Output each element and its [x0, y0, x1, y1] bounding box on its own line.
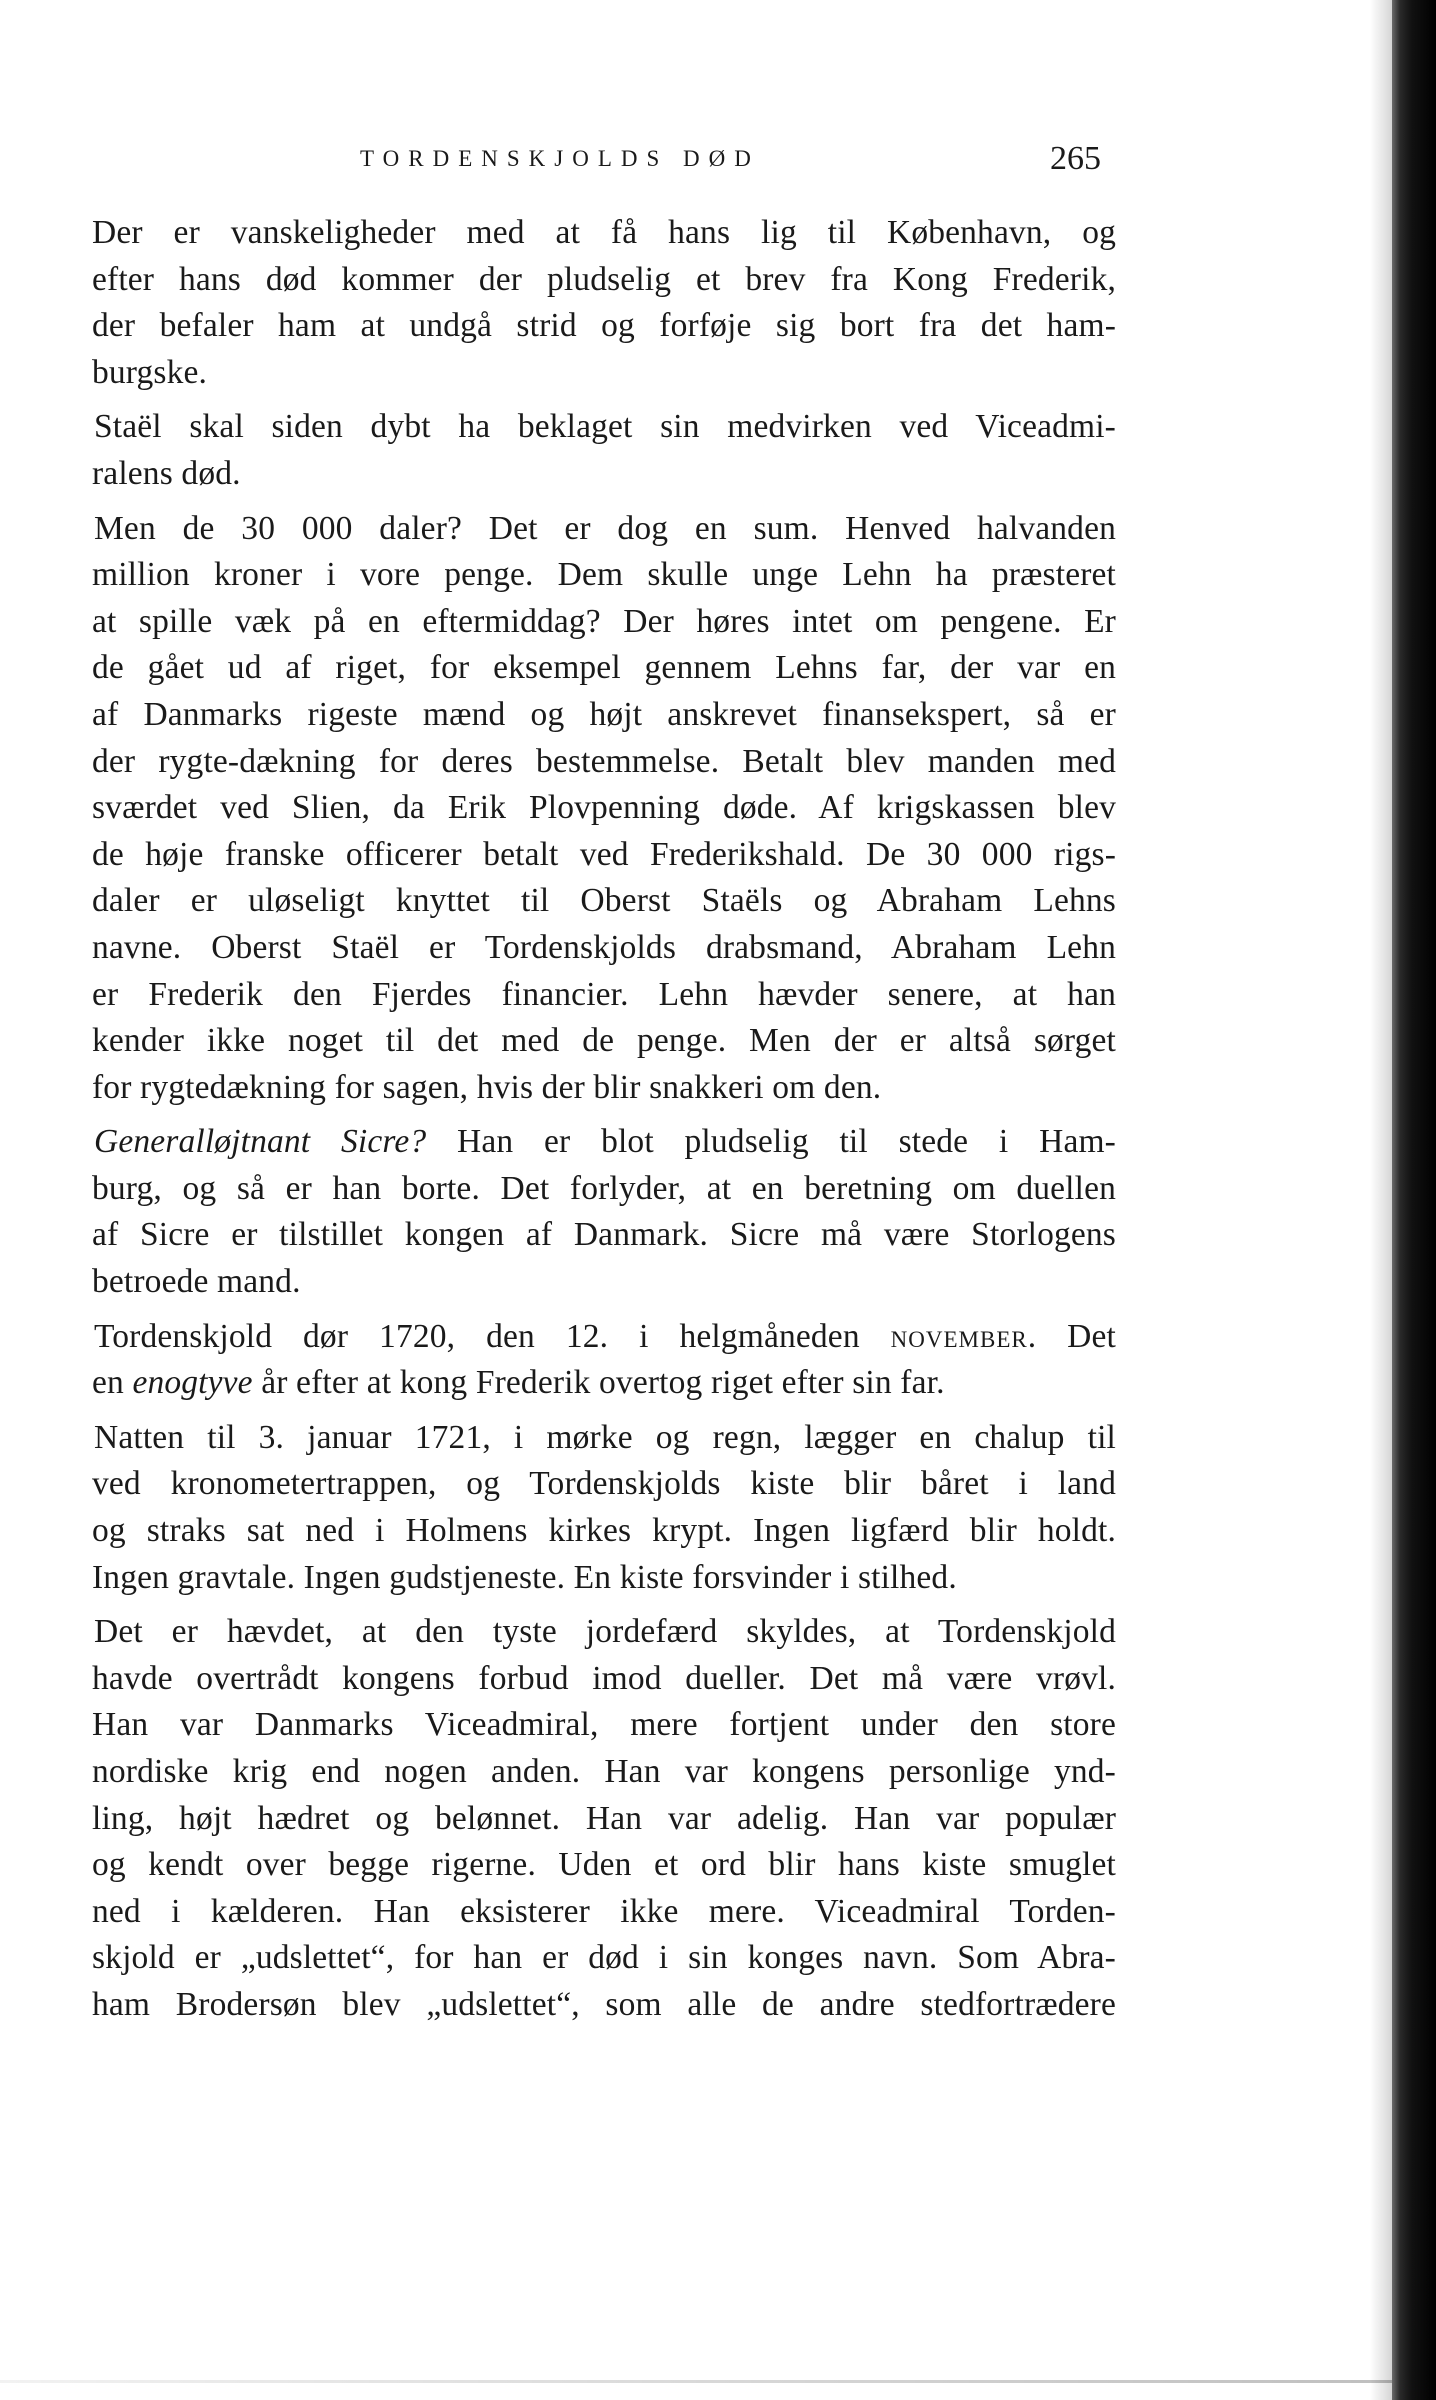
smallcaps-word: november: [890, 1317, 1028, 1355]
text-line: burgske.: [92, 353, 208, 391]
text-line: sværdet ved Slien, da Erik Plovpenning døde. Af krigskassen blev: [92, 789, 1116, 827]
text-line: navne. Oberst Staël er Tordenskjolds drabsmand, Abraham Lehn: [92, 928, 1116, 966]
text-line: ham Brodersøn blev „udslettet“, som alle de andre stedfortrædere: [92, 1985, 1116, 2023]
text-line: daler er uløseligt knyttet til Oberst Staëls og Abraham Lehns: [92, 882, 1116, 920]
book-edge: [1392, 0, 1436, 2400]
text-line: af Danmarks rigeste mænd og højt anskrevet finansekspert, så er: [92, 695, 1116, 733]
text-line: der rygte-dækning for deres bestemmelse. Betalt blev manden med: [92, 742, 1116, 780]
text-line: af Sicre er tilstillet kongen af Danmark. Sicre må være Storlogens: [92, 1216, 1116, 1254]
text-line: skjold er „udslettet“, for han er død i sin konges navn. Som Abra-: [92, 1939, 1116, 1977]
text-fragment: Tordenskjold dør 1720, den 12. i helgmåneden: [94, 1317, 891, 1355]
text-line: Der er vanskeligheder med at få hans lig til København, og: [92, 214, 1116, 251]
text-line: ralens død.: [92, 454, 241, 492]
text-line: burg, og så er han borte. Det forlyder, at en beretning om duellen: [92, 1169, 1116, 1207]
text-line: der befaler ham at undgå strid og forføje sig bort fra det ham-: [92, 307, 1116, 345]
text-line: for rygtedækning for sagen, hvis der blir snakkeri om den.: [92, 1068, 882, 1106]
page-header: [0, 140, 1392, 180]
bottom-edge: [0, 2380, 1392, 2383]
text-line: [92, 1119, 1116, 1166]
text-line: Det er hævdet, at den tyste jordefærd skyldes, at Tordenskjold: [94, 1613, 1116, 1651]
text-line: de høje franske officerer betalt ved Frederikshald. De 30 000 rigs-: [92, 835, 1116, 873]
page-number: 265: [1050, 140, 1101, 177]
italic-phrase: Generalløjtnant Sicre?: [94, 1123, 427, 1161]
text-line: [92, 1360, 1116, 1407]
text-fragment: . Det: [1027, 1317, 1116, 1355]
text-line: er Frederik den Fjerdes financier. Lehn hævder senere, at han: [92, 975, 1116, 1013]
page-gutter-shadow: [1370, 0, 1394, 2400]
text-line: efter hans død kommer der pludselig et brev fra Kong Frederik,: [92, 260, 1116, 298]
text-line: Han var Danmarks Viceadmiral, mere fortjent under den store: [92, 1706, 1116, 1744]
text-fragment: Han er blot pludselig til stede i Ham-: [457, 1123, 1116, 1161]
text-line: ned i kælderen. Han eksisterer ikke mere. Viceadmiral Torden-: [92, 1892, 1116, 1930]
text-line: nordiske krig end nogen anden. Han var kongens personlige ynd-: [92, 1753, 1116, 1790]
text-line: betroede mand.: [92, 1263, 301, 1301]
text-line: og kendt over begge rigerne. Uden et ord blir hans kiste smuglet: [92, 1846, 1116, 1884]
text-line: og straks sat ned i Holmens kirkes krypt. Ingen ligfærd blir holdt.: [92, 1512, 1116, 1550]
text-line: Natten til 3. januar 1721, i mørke og regn, lægger en chalup til: [94, 1418, 1116, 1456]
text-line: ved kronometertrappen, og Tordenskjolds kiste blir båret i land: [92, 1465, 1116, 1503]
text-line: million kroner i vore penge. Dem skulle unge Lehn ha præsteret: [92, 556, 1116, 594]
text-line: havde overtrådt kongens forbud imod dueller. Det må være vrøvl.: [92, 1659, 1116, 1697]
text-line: [92, 1314, 1116, 1361]
italic-word: enogtyve: [132, 1364, 253, 1402]
text-fragment: år efter at kong Frederik overtog riget efter sin far.: [252, 1364, 945, 1402]
text-line: ling, højt hædret og belønnet. Han var adelig. Han var populær: [92, 1799, 1116, 1837]
running-head: TORDENSKJOLDS DØD: [360, 146, 760, 171]
body-text: [92, 210, 1116, 2029]
text-line: Staël skal siden dybt ha beklaget sin medvirken ved Viceadmi-: [94, 408, 1116, 446]
text-line: de gået ud af riget, for eksempel gennem Lehns far, der var en: [92, 649, 1116, 687]
text-line: Men de 30 000 daler? Det er dog en sum. Henved halvanden: [94, 509, 1116, 547]
text-line: Ingen gravtale. Ingen gudstjeneste. En kiste forsvinder i stilhed.: [92, 1558, 957, 1596]
text-fragment: en: [92, 1364, 133, 1402]
text-line: at spille væk på en eftermiddag? Der høres intet om pengene. Er: [92, 602, 1116, 640]
text-line: kender ikke noget til det med de penge. Men der er altså sørget: [92, 1022, 1116, 1060]
